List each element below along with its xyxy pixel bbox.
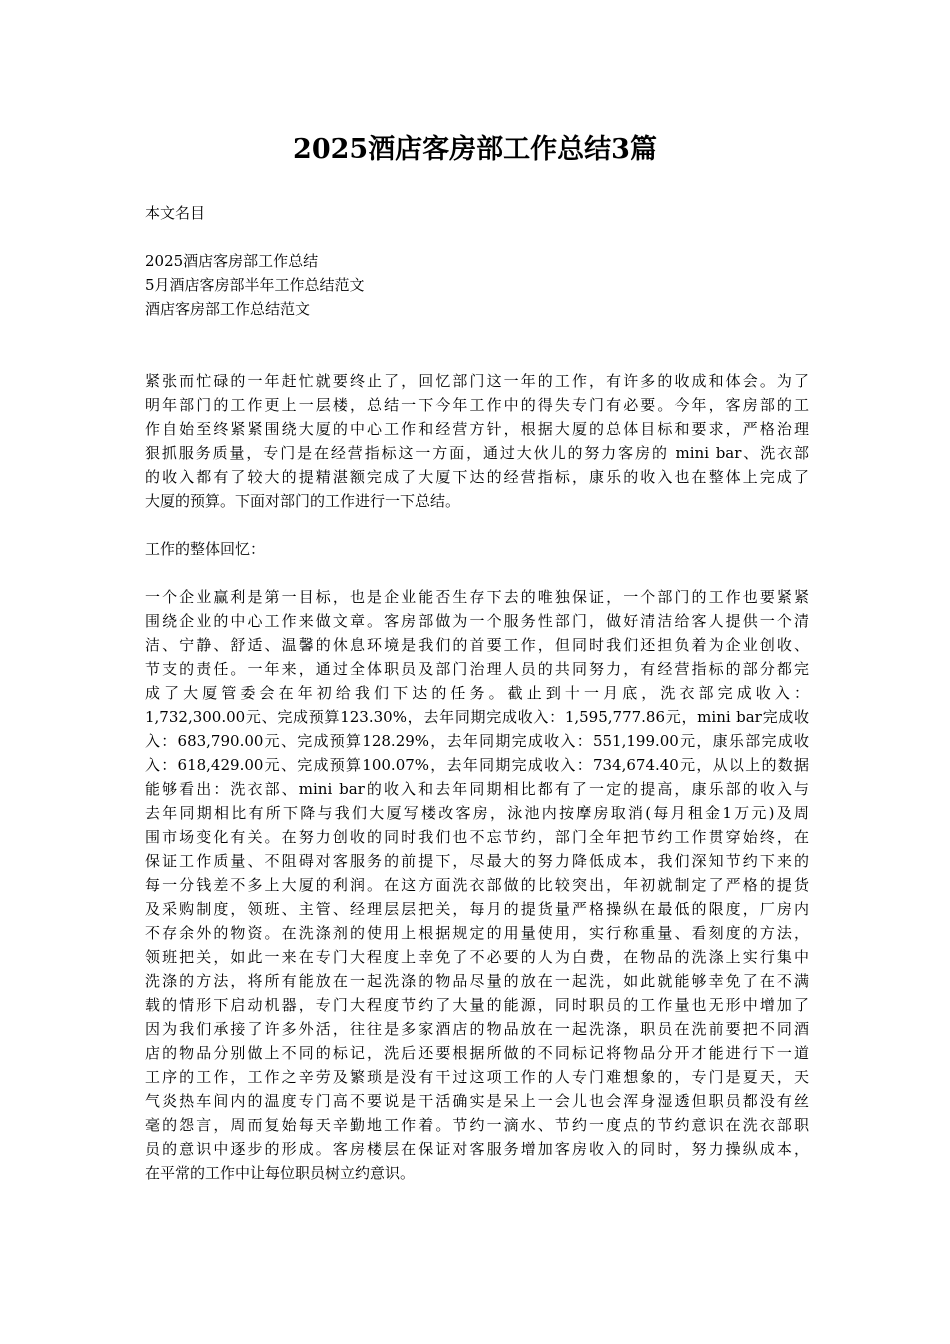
paragraph-line: 保证工作质量、不阻碍对客服务的前提下，尽最大的努力降低成本，我们深知节约下来的 xyxy=(145,852,809,870)
paragraph-line: 洗涤的方法，将所有能放在一起洗涤的物品尽量的放在一起洗，如此就能够幸免了在不满 xyxy=(145,972,809,990)
paragraph-line: 载的情形下启动机器，专门大程度节约了大量的能源，同时职员的工作量也无形中增加了 xyxy=(145,996,809,1014)
paragraph-line: 1,732,300.00元、完成预算123.30%，去年同期完成收入：1,595,777.86元，mini bar完成收 xyxy=(145,708,809,726)
paragraph-line: 作自始至终紧紧围绕大厦的中心工作和经营方针，根据大厦的总体目标和要求，严格治理 xyxy=(145,420,809,438)
paragraph-line: 的收入都有了较大的提精湛额完成了大厦下达的经营指标，康乐的收入也在整体上完成了 xyxy=(145,468,809,486)
toc-item: 酒店客房部工作总结范文 xyxy=(145,300,311,318)
paragraph-line: 工序的工作，工作之辛劳及繁琐是没有干过这项工作的人专门难想象的，专门是夏天，天 xyxy=(145,1068,809,1086)
paragraph-line: 一个企业赢利是第一目标，也是企业能否生存下去的唯独保证，一个部门的工作也要紧紧 xyxy=(145,588,809,606)
document-title: 2025酒店客房部工作总结3篇 xyxy=(293,134,657,165)
paragraph-line: 及采购制度，领班、主管、经理层层把关，每月的提货量严格操纵在最低的限度，厂房内 xyxy=(145,900,809,918)
paragraph-line: 员的意识中逐步的形成。客房楼层在保证对客服务增加客房收入的同时，努力操纵成本， xyxy=(145,1140,809,1158)
paragraph-line: 紧张而忙碌的一年赶忙就要终止了，回忆部门这一年的工作，有许多的收成和体会。为了 xyxy=(145,372,809,390)
paragraph-line: 成了大厦管委会在年初给我们下达的任务。截止到十一月底，洗衣部完成收入： xyxy=(145,684,809,702)
paragraph-line: 店的物品分别做上不同的标记，洗后还要根据所做的不同标记将物品分开才能进行下一道 xyxy=(145,1044,809,1062)
paragraph-line: 入：618,429.00元、完成预算100.07%，去年同期完成收入：734,674.40元，从以上的数据 xyxy=(145,756,809,774)
document-body xyxy=(145,201,809,1185)
paragraph-line: 大厦的预算。下面对部门的工作进行一下总结。 xyxy=(145,492,461,510)
paragraph-line: 去年同期相比有所下降与我们大厦写楼改客房，泳池内按摩房取消(每月租金1万元)及周 xyxy=(145,804,809,822)
toc-item: 5月酒店客房部半年工作总结范文 xyxy=(145,276,365,294)
paragraph-line: 每一分钱差不多上大厦的利润。在这方面洗衣部做的比较突出，年初就制定了严格的提货 xyxy=(145,876,809,894)
paragraph-line: 明年部门的工作更上一层楼，总结一下今年工作中的得失专门有必要。今年，客房部的工 xyxy=(145,396,809,414)
paragraph-line: 入：683,790.00元、完成预算128.29%，去年同期完成收入：551,199.00元，康乐部完成收 xyxy=(145,732,809,750)
toc-heading: 本文名目 xyxy=(145,204,206,222)
paragraph-line: 领班把关，如此一来在专门大程度上幸免了不必要的人为白费，在物品的洗涤上实行集中 xyxy=(145,948,809,966)
body-paragraph xyxy=(145,585,809,1185)
paragraph-line: 在平常的工作中让每位职员树立约意识。 xyxy=(145,1164,416,1182)
paragraph-line: 毫的怨言，周而复始每天辛勤地工作着。节约一滴水、节约一度点的节约意识在洗衣部职 xyxy=(145,1116,809,1134)
paragraph-line: 气炎热车间内的温度专门高不要说是干活确实是呆上一会儿也会浑身湿透但职员都没有丝 xyxy=(145,1092,809,1110)
paragraph-line: 不存余外的物资。在洗涤剂的使用上根据规定的用量使用，实行称重量、看刻度的方法， xyxy=(145,924,809,942)
toc-list xyxy=(145,249,809,321)
paragraph-line: 围市场变化有关。在努力创收的同时我们也不忘节约，部门全年把节约工作贯穿始终，在 xyxy=(145,828,809,846)
paragraph-line: 节支的责任。一年来，通过全体职员及部门治理人员的共同努力，有经营指标的部分都完 xyxy=(145,660,809,678)
paragraph-line: 狠抓服务质量，专门是在经营指标这一方面，通过大伙儿的努力客房的 mini bar、洗衣部 xyxy=(145,444,809,462)
toc-item: 2025酒店客房部工作总结 xyxy=(145,252,319,270)
section-heading: 工作的整体回忆： xyxy=(145,540,266,558)
paragraph-line: 因为我们承接了许多外活，往往是多家酒店的物品放在一起洗涤，职员在洗前要把不同酒 xyxy=(145,1020,809,1038)
paragraph-line: 围绕企业的中心工作来做文章。客房部做为一个服务性部门，做好清洁给客人提供一个清 xyxy=(145,612,809,630)
intro-paragraph xyxy=(145,369,809,513)
paragraph-line: 洁、宁静、舒适、温馨的休息环境是我们的首要工作，但同时我们还担负着为企业创收、 xyxy=(145,636,809,654)
paragraph-line: 能够看出：洗衣部、mini bar的收入和去年同期相比都有了一定的提高，康乐部的收入与 xyxy=(145,780,809,798)
